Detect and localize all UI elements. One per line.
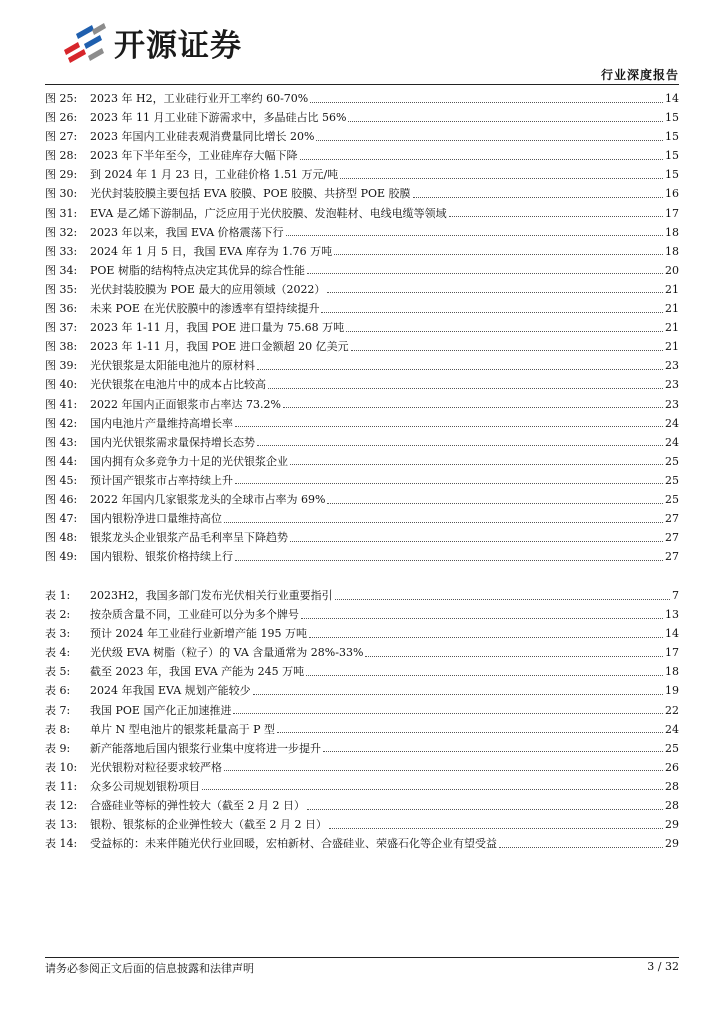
table-toc-entry[interactable] <box>45 624 679 643</box>
figure-toc-entry[interactable] <box>45 184 679 203</box>
toc-entry-label: 图 29: <box>45 168 78 182</box>
toc-entry-page: 25 <box>665 741 679 755</box>
toc-entry-label: 图 41: <box>45 397 78 411</box>
toc-entry-page: 29 <box>665 837 679 851</box>
toc-leader-dots <box>277 731 663 733</box>
toc-entry-title: 2023 年 H2，工业硅行业开工率约 60-70% <box>90 92 309 105</box>
toc-leader-dots <box>300 158 664 160</box>
table-toc-entry[interactable] <box>45 586 679 605</box>
toc-entry-page: 29 <box>665 818 679 832</box>
footer-divider <box>45 957 679 958</box>
figure-toc-entry[interactable] <box>45 375 679 394</box>
toc-leader-dots <box>307 272 663 274</box>
toc-entry-label: 图 45: <box>45 473 78 487</box>
toc-entry-page: 16 <box>665 187 679 201</box>
figure-toc-entry[interactable] <box>45 299 679 318</box>
toc-entry-title: 2023 年以来，我国 EVA 价格震荡下行 <box>90 225 284 239</box>
figure-toc-entry[interactable] <box>45 356 679 375</box>
toc-leader-dots <box>306 674 663 676</box>
toc-entry-title: 国内银粉、银浆价格持续上行 <box>90 550 233 564</box>
toc-entry-page: 17 <box>665 646 679 660</box>
toc-entry-title: 按杂质含量不同，工业硅可以分为多个牌号 <box>90 608 299 622</box>
toc-entry-title: 2022 年国内几家银浆龙头的全球市占率为 69% <box>90 492 326 506</box>
toc-entry-label: 表 12: <box>45 799 78 813</box>
toc-entry-title: 众多公司规划银粉项目 <box>90 779 200 793</box>
toc-entry-label: 图 31: <box>45 206 78 220</box>
toc-leader-dots <box>235 559 663 561</box>
report-type-label: 行业深度报告 <box>600 68 679 82</box>
table-toc-entry[interactable] <box>45 720 679 739</box>
toc-entry-page: 15 <box>665 168 679 182</box>
toc-entry-title: 国内电池片产量维持高增长率 <box>90 416 233 430</box>
figure-toc-entry[interactable] <box>45 89 679 108</box>
toc-entry-label: 表 1: <box>45 589 71 602</box>
toc-entry-title: 单片 N 型电池片的银浆耗量高于 P 型 <box>90 722 276 736</box>
footer-page-number: 3 / 32 <box>647 960 679 973</box>
figure-toc-entry[interactable] <box>45 337 679 356</box>
toc-entry-label: 图 37: <box>45 321 78 335</box>
toc-entry-title: 2023 年国内工业硅表观消费量同比增长 20% <box>90 130 315 144</box>
toc-entry-label: 图 42: <box>45 416 78 430</box>
figure-toc-entry[interactable] <box>45 471 679 490</box>
toc-entry-title: 2023 年 1-11 月，我国 POE 进口量为 75.68 万吨 <box>90 321 345 335</box>
toc-entry-title: 国内拥有众多竞争力十足的光伏银浆企业 <box>90 454 288 468</box>
figure-toc-entry[interactable] <box>45 414 679 433</box>
toc-entry-label: 表 4: <box>45 646 71 660</box>
toc-entry-title: 截至 2023 年，我国 EVA 产能为 245 万吨 <box>90 665 305 679</box>
toc-leader-dots <box>235 425 663 427</box>
toc-entry-label: 图 36: <box>45 302 78 316</box>
table-toc-entry[interactable] <box>45 662 679 681</box>
toc-entry-label: 表 13: <box>45 818 78 832</box>
header-divider <box>45 84 679 85</box>
toc-entry-label: 表 5: <box>45 665 71 679</box>
table-toc-entry[interactable] <box>45 815 679 834</box>
footer-disclaimer: 请务必参阅正文后面的信息披露和法律声明 <box>45 962 254 975</box>
figure-toc-entry[interactable] <box>45 280 679 299</box>
toc-entry-page: 28 <box>665 779 679 793</box>
toc-entry-title: EVA 是乙烯下游制品，广泛应用于光伏胶膜、发泡鞋材、电线电缆等领域 <box>90 206 447 220</box>
toc-entry-page: 27 <box>665 512 679 526</box>
toc-leader-dots <box>233 712 663 714</box>
toc-entry-label: 表 6: <box>45 684 71 698</box>
figure-toc-entry[interactable] <box>45 433 679 452</box>
toc-leader-dots <box>309 636 663 638</box>
toc-entry-label: 图 39: <box>45 359 78 373</box>
figure-toc-entry[interactable] <box>45 261 679 280</box>
toc-entry-page: 15 <box>665 111 679 125</box>
toc-entry-title: 光伏银浆是太阳能电池片的原材料 <box>90 359 255 373</box>
toc-entry-label: 表 2: <box>45 608 71 622</box>
figure-toc-entry[interactable] <box>45 509 679 528</box>
toc-leader-dots <box>283 406 663 408</box>
toc-leader-dots <box>348 120 663 122</box>
toc-leader-dots <box>351 349 663 351</box>
table-toc-entry[interactable] <box>45 701 679 720</box>
toc-entry-label: 图 26: <box>45 111 78 125</box>
toc-entry-page: 15 <box>665 130 679 144</box>
toc-entry-page: 18 <box>665 244 679 258</box>
figure-toc-entry[interactable] <box>45 108 679 127</box>
toc-entry-label: 图 38: <box>45 340 78 354</box>
toc-entry-label: 图 34: <box>45 263 78 277</box>
figure-toc-entry[interactable] <box>45 242 679 261</box>
toc-entry-title: 光伏封装胶膜主要包括 EVA 胶膜、POE 胶膜、共挤型 POE 胶膜 <box>90 187 411 201</box>
toc-leader-dots <box>316 139 663 141</box>
table-toc-entry[interactable] <box>45 605 679 624</box>
toc-entry-page: 25 <box>665 454 679 468</box>
toc-entry-label: 图 35: <box>45 282 78 296</box>
toc-entry-label: 图 25: <box>45 92 78 105</box>
toc-entry-title: 银粉、银浆标的企业弹性较大（截至 2 月 2 日） <box>90 818 327 832</box>
toc-entry-label: 图 44: <box>45 454 78 468</box>
toc-entry-title: 光伏级 EVA 树脂（粒子）的 VA 含量通常为 28%-33% <box>90 646 364 660</box>
toc-entry-label: 图 33: <box>45 244 78 258</box>
toc-leader-dots <box>323 750 663 752</box>
toc-entry-page: 24 <box>665 722 679 736</box>
toc-leader-dots <box>310 101 663 103</box>
figure-toc-entry[interactable] <box>45 528 679 547</box>
toc-entry-page: 21 <box>665 302 679 316</box>
toc-entry-page: 20 <box>665 263 679 277</box>
toc-leader-dots <box>290 540 663 542</box>
toc-entry-page: 21 <box>665 282 679 296</box>
toc-entry-page: 18 <box>665 225 679 239</box>
figure-toc-entry[interactable] <box>45 318 679 337</box>
toc-entry-page: 13 <box>665 608 679 622</box>
toc-entry-page: 21 <box>665 321 679 335</box>
toc-leader-dots <box>202 788 663 790</box>
toc-entry-title: 国内光伏银浆需求量保持增长态势 <box>90 435 255 449</box>
toc-leader-dots <box>346 330 663 332</box>
table-toc-entry[interactable] <box>45 758 679 777</box>
toc-entry-title: 预计国产银浆市占率持续上升 <box>90 473 233 487</box>
toc-leader-dots <box>301 617 663 619</box>
toc-entry-title: 2023 年 1-11 月，我国 POE 进口金额超 20 亿美元 <box>90 340 349 354</box>
toc-entry-page: 23 <box>665 397 679 411</box>
toc-entry-label: 图 49: <box>45 550 78 564</box>
toc-leader-dots <box>335 598 670 600</box>
toc-leader-dots <box>334 253 663 255</box>
toc-leader-dots <box>268 387 663 389</box>
toc-entry-title: 2022 年国内正面银浆市占率达 73.2% <box>90 397 281 411</box>
figure-toc-entry[interactable] <box>45 165 679 184</box>
toc-leader-dots <box>286 234 663 236</box>
toc-leader-dots <box>340 177 663 179</box>
table-toc-entry[interactable] <box>45 796 679 815</box>
toc-entry-label: 图 40: <box>45 378 78 392</box>
toc-entry-title: 国内银粉净进口量维持高位 <box>90 512 222 526</box>
toc-entry-title: 受益标的：未来伴随光伏行业回暖，宏柏新材、合盛硅业、荣盛石化等企业有望受益 <box>90 837 497 851</box>
page-header <box>0 0 724 90</box>
toc-entry-title: 2024 年 1 月 5 日，我国 EVA 库存为 1.76 万吨 <box>90 244 333 258</box>
toc-leader-dots <box>499 846 663 848</box>
figure-toc-entry[interactable] <box>45 127 679 146</box>
toc-entry-label: 表 9: <box>45 741 71 755</box>
figure-toc-entry[interactable] <box>45 452 679 471</box>
toc-entry-title: POE 树脂的结构特点决定其优异的综合性能 <box>90 263 305 277</box>
toc-entry-label: 图 43: <box>45 435 78 449</box>
toc-entry-title: 2023 年 11 月工业硅下游需求中，多晶硅占比 56% <box>90 111 347 125</box>
toc-entry-title: 光伏银粉对粒径要求较严格 <box>90 760 222 774</box>
toc-entry-label: 图 48: <box>45 531 78 545</box>
toc-leader-dots <box>449 215 663 217</box>
table-list <box>45 586 679 853</box>
toc-leader-dots <box>224 521 663 523</box>
figure-toc-entry[interactable] <box>45 223 679 242</box>
toc-entry-title: 预计 2024 年工业硅行业新增产能 195 万吨 <box>90 627 307 641</box>
toc-entry-page: 18 <box>665 665 679 679</box>
toc-entry-page: 23 <box>665 378 679 392</box>
toc-leader-dots <box>327 291 663 293</box>
toc-entry-label: 图 27: <box>45 130 78 144</box>
toc-leader-dots <box>257 444 663 446</box>
toc-entry-page: 27 <box>665 531 679 545</box>
toc-leader-dots <box>253 693 663 695</box>
toc-entry-label: 图 28: <box>45 149 78 163</box>
toc-entry-page: 22 <box>665 703 679 717</box>
toc-entry-page: 15 <box>665 149 679 163</box>
table-toc-entry[interactable] <box>45 643 679 662</box>
toc-entry-page: 14 <box>665 627 679 641</box>
table-toc-entry[interactable] <box>45 834 679 853</box>
toc-leader-dots <box>329 827 663 829</box>
toc-entry-label: 表 3: <box>45 627 71 641</box>
toc-entry-page: 27 <box>665 550 679 564</box>
toc-entry-label: 表 8: <box>45 722 71 736</box>
toc-entry-page: 25 <box>665 492 679 506</box>
toc-leader-dots <box>257 368 663 370</box>
table-toc-entry[interactable] <box>45 739 679 758</box>
toc-entry-page: 21 <box>665 340 679 354</box>
toc-entry-title: 光伏封装胶膜为 POE 最大的应用领域（2022） <box>90 282 326 296</box>
logo-text: 开源证券 <box>114 27 242 64</box>
company-logo <box>58 20 242 64</box>
toc-leader-dots <box>235 482 663 484</box>
toc-entry-title: 光伏银浆在电池片中的成本占比较高 <box>90 378 266 392</box>
toc-entry-label: 表 14: <box>45 837 78 851</box>
toc-entry-title: 到 2024 年 1 月 23 日，工业硅价格 1.51 万元/吨 <box>90 168 339 182</box>
toc-entry-label: 图 46: <box>45 492 78 506</box>
toc-entry-page: 24 <box>665 416 679 430</box>
toc-entry-label: 表 10: <box>45 760 78 774</box>
figure-toc-entry[interactable] <box>45 490 679 509</box>
toc-entry-page: 26 <box>665 760 679 774</box>
toc-leader-dots <box>413 196 663 198</box>
toc-entry-title: 银浆龙头企业银浆产品毛利率呈下降趋势 <box>90 531 288 545</box>
toc-entry-page: 28 <box>665 799 679 813</box>
toc-entry-title: 我国 POE 国产化正加速推进 <box>90 703 232 717</box>
toc-leader-dots <box>307 808 663 810</box>
toc-entry-page: 17 <box>665 206 679 220</box>
figure-toc-entry[interactable] <box>45 547 679 566</box>
toc-entry-page: 7 <box>672 589 679 602</box>
toc-entry-title: 新产能落地后国内银浆行业集中度将进一步提升 <box>90 741 321 755</box>
toc-entry-title: 未来 POE 在光伏胶膜中的渗透率有望持续提升 <box>90 302 320 316</box>
kaiyuan-logo-icon <box>58 20 110 64</box>
toc-entry-label: 表 11: <box>45 779 78 793</box>
toc-entry-page: 24 <box>665 435 679 449</box>
toc-entry-title: 2024 年我国 EVA 规划产能较少 <box>90 684 251 698</box>
toc-entry-label: 图 30: <box>45 187 78 201</box>
toc-entry-label: 图 47: <box>45 512 78 526</box>
figure-toc-entry[interactable] <box>45 146 679 165</box>
toc-leader-dots <box>321 311 663 313</box>
table-toc-entry[interactable] <box>45 777 679 796</box>
toc-entry-label: 图 32: <box>45 225 78 239</box>
toc-entry-label: 表 7: <box>45 703 71 717</box>
toc-leader-dots <box>327 502 663 504</box>
figure-toc-entry[interactable] <box>45 395 679 414</box>
toc-leader-dots <box>224 769 663 771</box>
toc-leader-dots <box>290 463 663 465</box>
toc-leader-dots <box>365 655 663 657</box>
toc-entry-title: 2023 年下半年至今，工业硅库存大幅下降 <box>90 149 298 163</box>
toc-entry-page: 25 <box>665 473 679 487</box>
figure-list <box>45 89 679 566</box>
figure-toc-entry[interactable] <box>45 204 679 223</box>
table-toc-entry[interactable] <box>45 681 679 700</box>
toc-entry-page: 23 <box>665 359 679 373</box>
toc-entry-title: 2023H2，我国多部门发布光伏相关行业重要指引 <box>90 589 333 602</box>
toc-entry-page: 19 <box>665 684 679 698</box>
toc-entry-title: 合盛硅业等标的弹性较大（截至 2 月 2 日） <box>90 799 305 813</box>
toc-entry-page: 14 <box>665 92 679 105</box>
